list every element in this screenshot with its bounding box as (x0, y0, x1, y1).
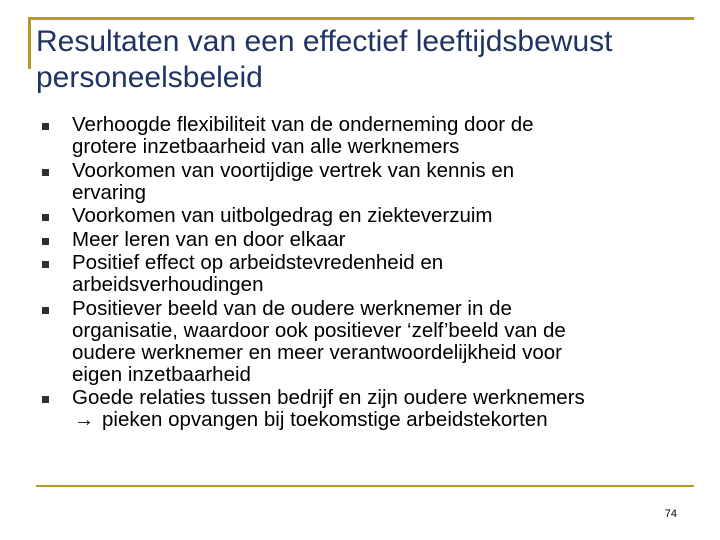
page-number: 74 (664, 508, 677, 520)
bullet-line: Goede relaties tussen bedrijf en zijn oudere werknemers (72, 386, 585, 409)
square-bullet-icon (42, 214, 49, 221)
bullet-line: Voorkomen van uitbolgedrag en ziekteverzuim (72, 204, 493, 227)
bullet-item-image (38, 298, 688, 386)
footer-divider (36, 485, 694, 487)
square-bullet-icon (42, 169, 49, 176)
bullet-line: Verhoogde flexibiliteit van de onderneming door de (72, 113, 534, 136)
square-bullet-icon (42, 261, 49, 268)
bullet-line: arbeidsverhoudingen (72, 273, 264, 296)
bullet-item-relations (38, 387, 688, 431)
bullet-line: grotere inzetbaarheid van alle werknemers (72, 135, 460, 158)
bullet-line: organisatie, waardoor ook positiever ‘zelf’beeld van de (72, 318, 566, 342)
bullet-item-satisfaction (38, 252, 688, 296)
bullet-item-knowledge-retention (38, 160, 688, 204)
bullet-line: Meer leren van en door elkaar (72, 227, 346, 251)
bullet-list (38, 114, 688, 433)
square-bullet-icon (42, 396, 49, 403)
bullet-line: ervaring (72, 180, 147, 204)
title-frame-left-bar (28, 17, 31, 69)
square-bullet-icon (42, 123, 49, 130)
bullet-item-absence-prevention (38, 205, 688, 227)
bullet-line-text: pieken opvangen bij toekomstige arbeidstekorten (102, 408, 548, 431)
bullet-line: Positief effect op arbeidstevredenheid en (72, 251, 444, 274)
bullet-item-learning (38, 229, 688, 251)
slide-title (36, 24, 696, 96)
square-bullet-icon (42, 307, 49, 314)
bullet-line-with-arrow (72, 409, 688, 431)
square-bullet-icon (42, 238, 49, 245)
bullet-line: eigen inzetbaarheid (72, 362, 251, 386)
title-line: personeelsbeleid (36, 61, 263, 94)
title-frame-top-bar (28, 17, 694, 20)
bullet-line: Voorkomen van voortijdige vertrek van kennis en (72, 158, 515, 182)
bullet-item-flexibility (38, 114, 688, 158)
bullet-line: oudere werknemer en meer verantwoordelijkheid voor (72, 340, 562, 364)
right-arrow-icon: → (74, 409, 94, 431)
title-line: Resultaten van een effectief leeftijdsbewust (36, 25, 613, 58)
bullet-line: Positiever beeld van de oudere werknemer in de (72, 296, 512, 320)
